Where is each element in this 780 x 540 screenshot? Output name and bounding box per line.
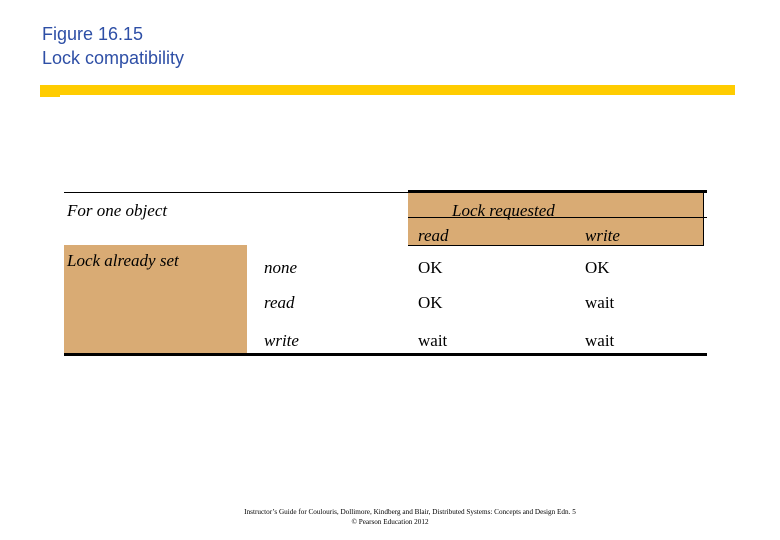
header-right-edge <box>703 193 704 245</box>
corner-label: For one object <box>67 201 168 220</box>
cell-write-read: wait <box>418 331 448 350</box>
footer-credit: Instructor’s Guide for Coulouris, Dollimore, Kindberg and Blair, Distributed Systems: Concepts and Design Edn. 5 <box>244 508 576 516</box>
cell-write-write: wait <box>585 331 615 350</box>
row-label-read: read <box>264 293 295 312</box>
figure-title-block <box>42 22 184 70</box>
side-label: Lock already set <box>67 251 179 270</box>
figure-title: Lock compatibility <box>42 48 185 68</box>
row-label-none: none <box>264 258 298 277</box>
top-rule-left <box>64 192 408 193</box>
figure-number: Figure 16.15 <box>42 24 144 44</box>
accent-bar-tick <box>40 95 60 97</box>
top-rule-right <box>408 190 707 193</box>
header-label: Lock requested <box>452 201 555 220</box>
row-label-write: write <box>264 331 299 350</box>
column-header-read: read <box>418 226 449 245</box>
cell-read-read: OK <box>418 293 443 312</box>
bottom-rule <box>64 353 707 356</box>
accent-bar <box>40 85 735 95</box>
header-bottom-edge <box>408 245 704 246</box>
footer-copyright: © Pearson Education 2012 <box>351 518 429 526</box>
column-header-write: write <box>585 226 620 245</box>
cell-none-write: OK <box>585 258 610 277</box>
cell-none-read: OK <box>418 258 443 277</box>
cell-read-write: wait <box>585 293 615 312</box>
